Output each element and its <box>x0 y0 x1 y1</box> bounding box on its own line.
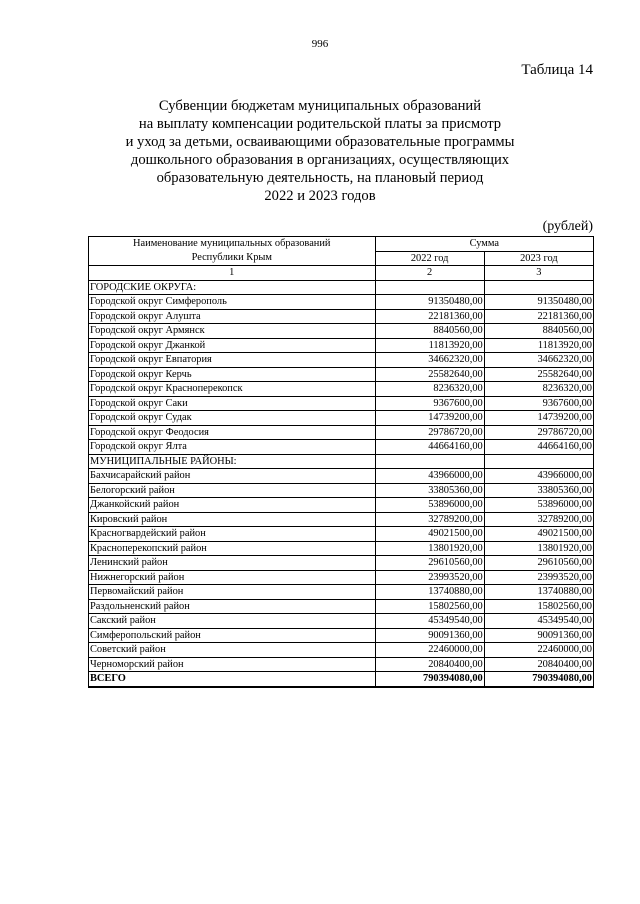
municipality-name: Городской округ Симферополь <box>89 295 376 310</box>
municipality-name: Бахчисарайский район <box>89 469 376 484</box>
amount-2022: 45349540,00 <box>375 614 484 629</box>
table-row <box>89 367 594 382</box>
amount-2023: 13740880,00 <box>484 585 593 600</box>
amount-2023: 34662320,00 <box>484 353 593 368</box>
table-row <box>89 309 594 324</box>
amount-2023: 14739200,00 <box>484 411 593 426</box>
amount-2023: 13801920,00 <box>484 541 593 556</box>
table-row <box>89 643 594 658</box>
amount-2023: 45349540,00 <box>484 614 593 629</box>
amount-2022 <box>375 280 484 295</box>
amount-2022: 29786720,00 <box>375 425 484 440</box>
municipality-name: Городской округ Армянск <box>89 324 376 339</box>
table-row <box>89 338 594 353</box>
municipality-name: Первомайский район <box>89 585 376 600</box>
table-row <box>89 628 594 643</box>
amount-2023: 11813920,00 <box>484 338 593 353</box>
table-row <box>89 527 594 542</box>
section-header-row <box>89 454 594 469</box>
title-line: и уход за детьми, осваивающими образовательные программы <box>125 134 515 150</box>
amount-2022: 53896000,00 <box>375 498 484 513</box>
amount-2023: 49021500,00 <box>484 527 593 542</box>
municipality-name: Раздольненский район <box>89 599 376 614</box>
title-line: 2022 и 2023 годов <box>264 188 376 204</box>
table-body <box>89 280 594 672</box>
table-row <box>89 570 594 585</box>
amount-2022: 8236320,00 <box>375 382 484 397</box>
amount-2022: 8840560,00 <box>375 324 484 339</box>
amount-2022: 20840400,00 <box>375 657 484 672</box>
document-title <box>95 97 545 205</box>
table-row <box>89 396 594 411</box>
municipality-name: Красноперекопский район <box>89 541 376 556</box>
total-label: ВСЕГО <box>89 672 376 687</box>
table-row <box>89 411 594 426</box>
amount-2023: 25582640,00 <box>484 367 593 382</box>
amount-2023: 43966000,00 <box>484 469 593 484</box>
header-name-line1: Наименование муниципальных образований <box>133 238 331 249</box>
table-row <box>89 295 594 310</box>
table-row <box>89 657 594 672</box>
amount-2022: 91350480,00 <box>375 295 484 310</box>
table-row <box>89 483 594 498</box>
header-year-2023: 2023 год <box>484 251 593 266</box>
section-title: ГОРОДСКИЕ ОКРУГА: <box>89 280 376 295</box>
table-row <box>89 425 594 440</box>
title-line: на выплату компенсации родительской платы за присмотр <box>138 116 502 132</box>
amount-2023: 8840560,00 <box>484 324 593 339</box>
amount-2022: 29610560,00 <box>375 556 484 571</box>
amount-2022: 33805360,00 <box>375 483 484 498</box>
page-number: 996 <box>311 38 329 50</box>
table-row <box>89 556 594 571</box>
amount-2023: 22181360,00 <box>484 309 593 324</box>
amount-2022: 15802560,00 <box>375 599 484 614</box>
amount-2023: 44664160,00 <box>484 440 593 455</box>
table-row <box>89 599 594 614</box>
amount-2022: 44664160,00 <box>375 440 484 455</box>
municipality-name: Ленинский район <box>89 556 376 571</box>
municipality-name: Черноморский район <box>89 657 376 672</box>
municipality-name: Джанкойский район <box>89 498 376 513</box>
header-name-cell <box>89 237 376 266</box>
title-line: дошкольного образования в организациях, осуществляющих <box>130 152 510 168</box>
municipality-name: Нижнегорский район <box>89 570 376 585</box>
table-row <box>89 469 594 484</box>
header-name-line2: Республики Крым <box>191 252 272 263</box>
municipality-name: Городской округ Красноперекопск <box>89 382 376 397</box>
amount-2022: 32789200,00 <box>375 512 484 527</box>
amount-2022: 25582640,00 <box>375 367 484 382</box>
total-2022: 790394080,00 <box>375 672 484 687</box>
table-row <box>89 541 594 556</box>
amount-2023: 91350480,00 <box>484 295 593 310</box>
table-label: Таблица 14 <box>521 62 593 78</box>
amount-2023 <box>484 280 593 295</box>
amount-2022: 11813920,00 <box>375 338 484 353</box>
units-label: (рублей) <box>542 219 593 234</box>
amount-2022: 22460000,00 <box>375 643 484 658</box>
municipality-name: Сакский район <box>89 614 376 629</box>
table-row <box>89 512 594 527</box>
amount-2023: 32789200,00 <box>484 512 593 527</box>
municipality-name: Городской округ Судак <box>89 411 376 426</box>
amount-2022: 43966000,00 <box>375 469 484 484</box>
column-number-1: 1 <box>89 266 376 281</box>
table-row <box>89 382 594 397</box>
municipality-name: Симферопольский район <box>89 628 376 643</box>
header-sum: Сумма <box>375 237 593 252</box>
municipality-name: Белогорский район <box>89 483 376 498</box>
header-year-2022: 2022 год <box>375 251 484 266</box>
amount-2023: 20840400,00 <box>484 657 593 672</box>
amount-2022: 49021500,00 <box>375 527 484 542</box>
municipality-name: Городской округ Алушта <box>89 309 376 324</box>
amount-2022: 34662320,00 <box>375 353 484 368</box>
column-number-2: 2 <box>375 266 484 281</box>
amount-2022: 22181360,00 <box>375 309 484 324</box>
amount-2022: 13740880,00 <box>375 585 484 600</box>
municipality-name: Городской округ Евпатория <box>89 353 376 368</box>
amount-2023: 15802560,00 <box>484 599 593 614</box>
amount-2022 <box>375 454 484 469</box>
municipality-name: Городской округ Ялта <box>89 440 376 455</box>
municipality-name: Кировский район <box>89 512 376 527</box>
amount-2023: 22460000,00 <box>484 643 593 658</box>
subventions-table <box>88 236 594 688</box>
amount-2023: 9367600,00 <box>484 396 593 411</box>
municipality-name: Городской округ Феодосия <box>89 425 376 440</box>
municipality-name: Городской округ Керчь <box>89 367 376 382</box>
header-row <box>89 237 594 252</box>
amount-2023: 23993520,00 <box>484 570 593 585</box>
municipality-name: Советский район <box>89 643 376 658</box>
total-row <box>89 672 594 687</box>
title-line: Субвенции бюджетам муниципальных образований <box>158 98 482 114</box>
amount-2023 <box>484 454 593 469</box>
table-row <box>89 614 594 629</box>
amount-2023: 8236320,00 <box>484 382 593 397</box>
section-header-row <box>89 280 594 295</box>
column-number-3: 3 <box>484 266 593 281</box>
amount-2023: 29610560,00 <box>484 556 593 571</box>
amount-2022: 90091360,00 <box>375 628 484 643</box>
table-row <box>89 585 594 600</box>
amount-2023: 53896000,00 <box>484 498 593 513</box>
column-numbers-row <box>89 266 594 281</box>
table-row <box>89 353 594 368</box>
table-row <box>89 440 594 455</box>
municipality-name: Красногвардейский район <box>89 527 376 542</box>
amount-2023: 90091360,00 <box>484 628 593 643</box>
amount-2022: 23993520,00 <box>375 570 484 585</box>
amount-2023: 29786720,00 <box>484 425 593 440</box>
total-2023: 790394080,00 <box>484 672 593 687</box>
title-line: образовательную деятельность, на плановый период <box>156 170 484 186</box>
municipality-name: Городской округ Джанкой <box>89 338 376 353</box>
table-row <box>89 498 594 513</box>
amount-2022: 9367600,00 <box>375 396 484 411</box>
section-title: МУНИЦИПАЛЬНЫЕ РАЙОНЫ: <box>89 454 376 469</box>
amount-2022: 13801920,00 <box>375 541 484 556</box>
municipality-name: Городской округ Саки <box>89 396 376 411</box>
amount-2023: 33805360,00 <box>484 483 593 498</box>
amount-2022: 14739200,00 <box>375 411 484 426</box>
table-row <box>89 324 594 339</box>
